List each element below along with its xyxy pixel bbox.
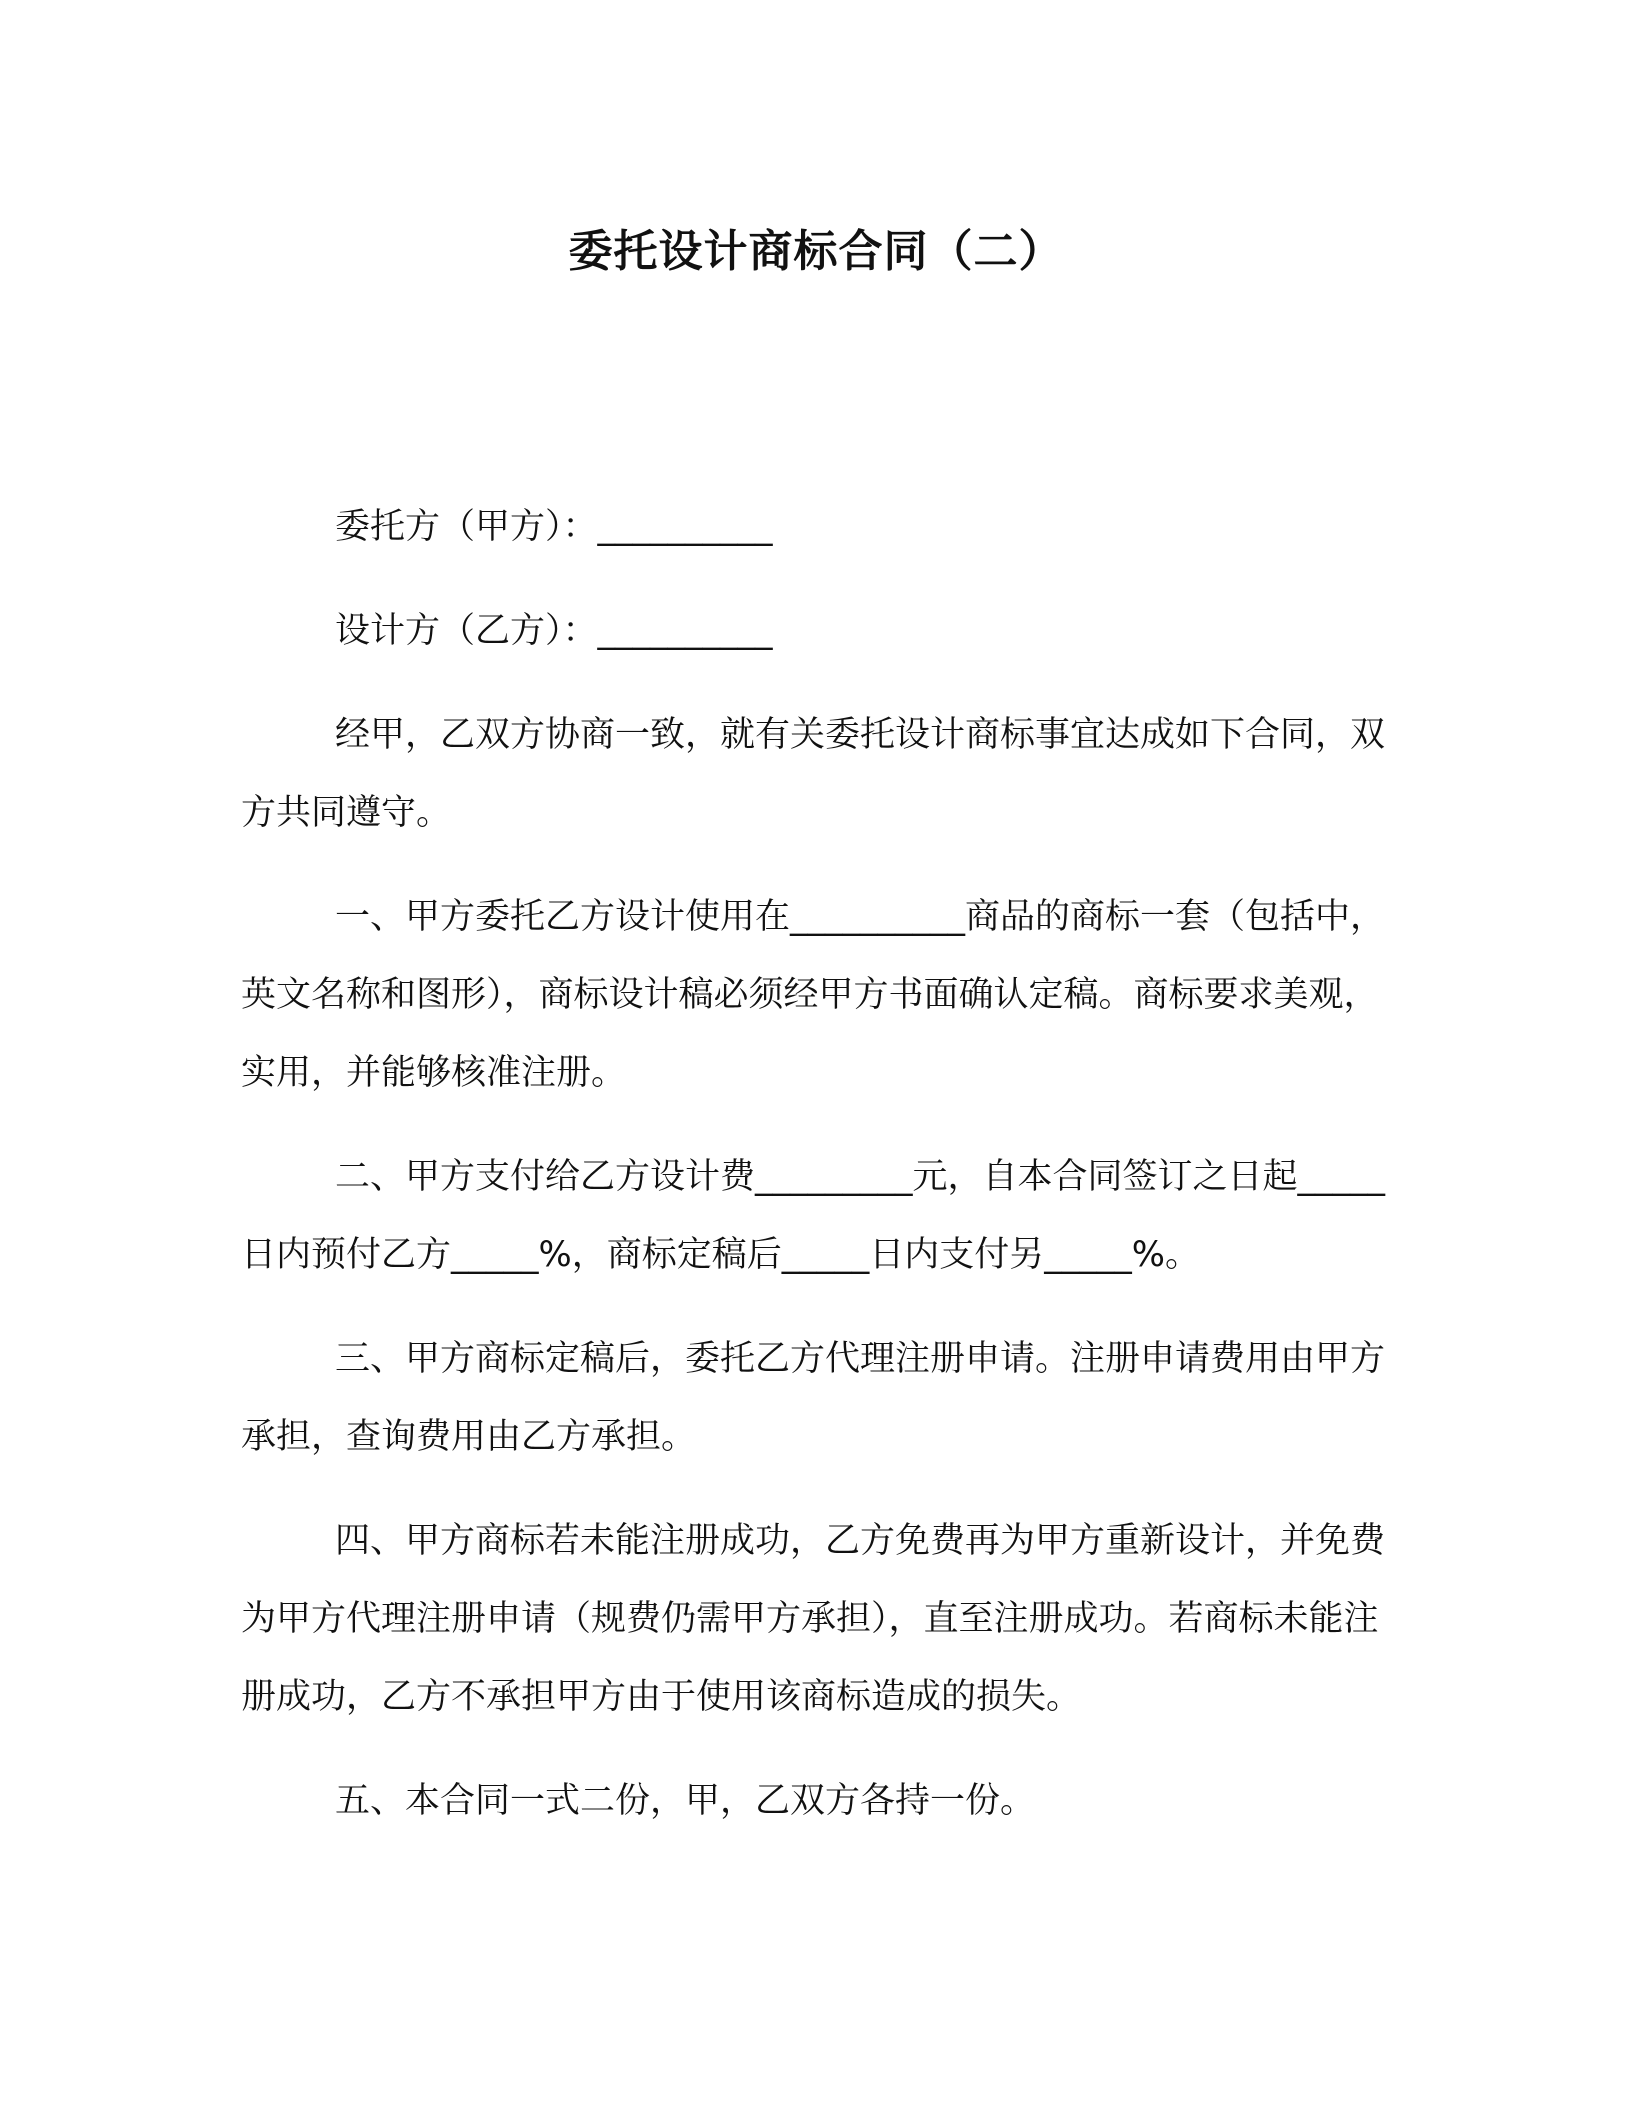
document-body <box>241 488 1401 1866</box>
document-title: 委托设计商标合同（二） <box>568 226 1064 277</box>
clause-5: 五、本合同一式二份，甲，乙双方各持一份。 <box>335 1781 1036 1821</box>
clause-1: 一、甲方委托乙方设计使用在__________商品的商标一套（包括中，英文名称和图形），商标设计稿必须经甲方书面确认定稿。商标要求美观，实用，并能够核准注册。 <box>241 897 1386 1093</box>
clause-3: 三、甲方商标定稿后，委托乙方代理注册申请。注册申请费用由甲方承担，查询费用由乙方承担。 <box>241 1339 1386 1457</box>
party-a-line: 委托方（甲方）：__________ <box>335 507 773 547</box>
party-b-line: 设计方（乙方）：__________ <box>335 611 773 651</box>
clause-2: 二、甲方支付给乙方设计费_________元，自本合同签订之日起_____日内预付乙方_____%，商标定稿后_____日内支付另_____%。 <box>241 1157 1386 1275</box>
clause-4: 四、甲方商标若未能注册成功，乙方免费再为甲方重新设计，并免费为甲方代理注册申请（规费仍需甲方承担），直至注册成功。若商标未能注册成功，乙方不承担甲方由于使用该商标造成的损失。 <box>241 1521 1386 1717</box>
intro-paragraph: 经甲，乙双方协商一致，就有关委托设计商标事宜达成如下合同，双方共同遵守。 <box>241 715 1386 833</box>
